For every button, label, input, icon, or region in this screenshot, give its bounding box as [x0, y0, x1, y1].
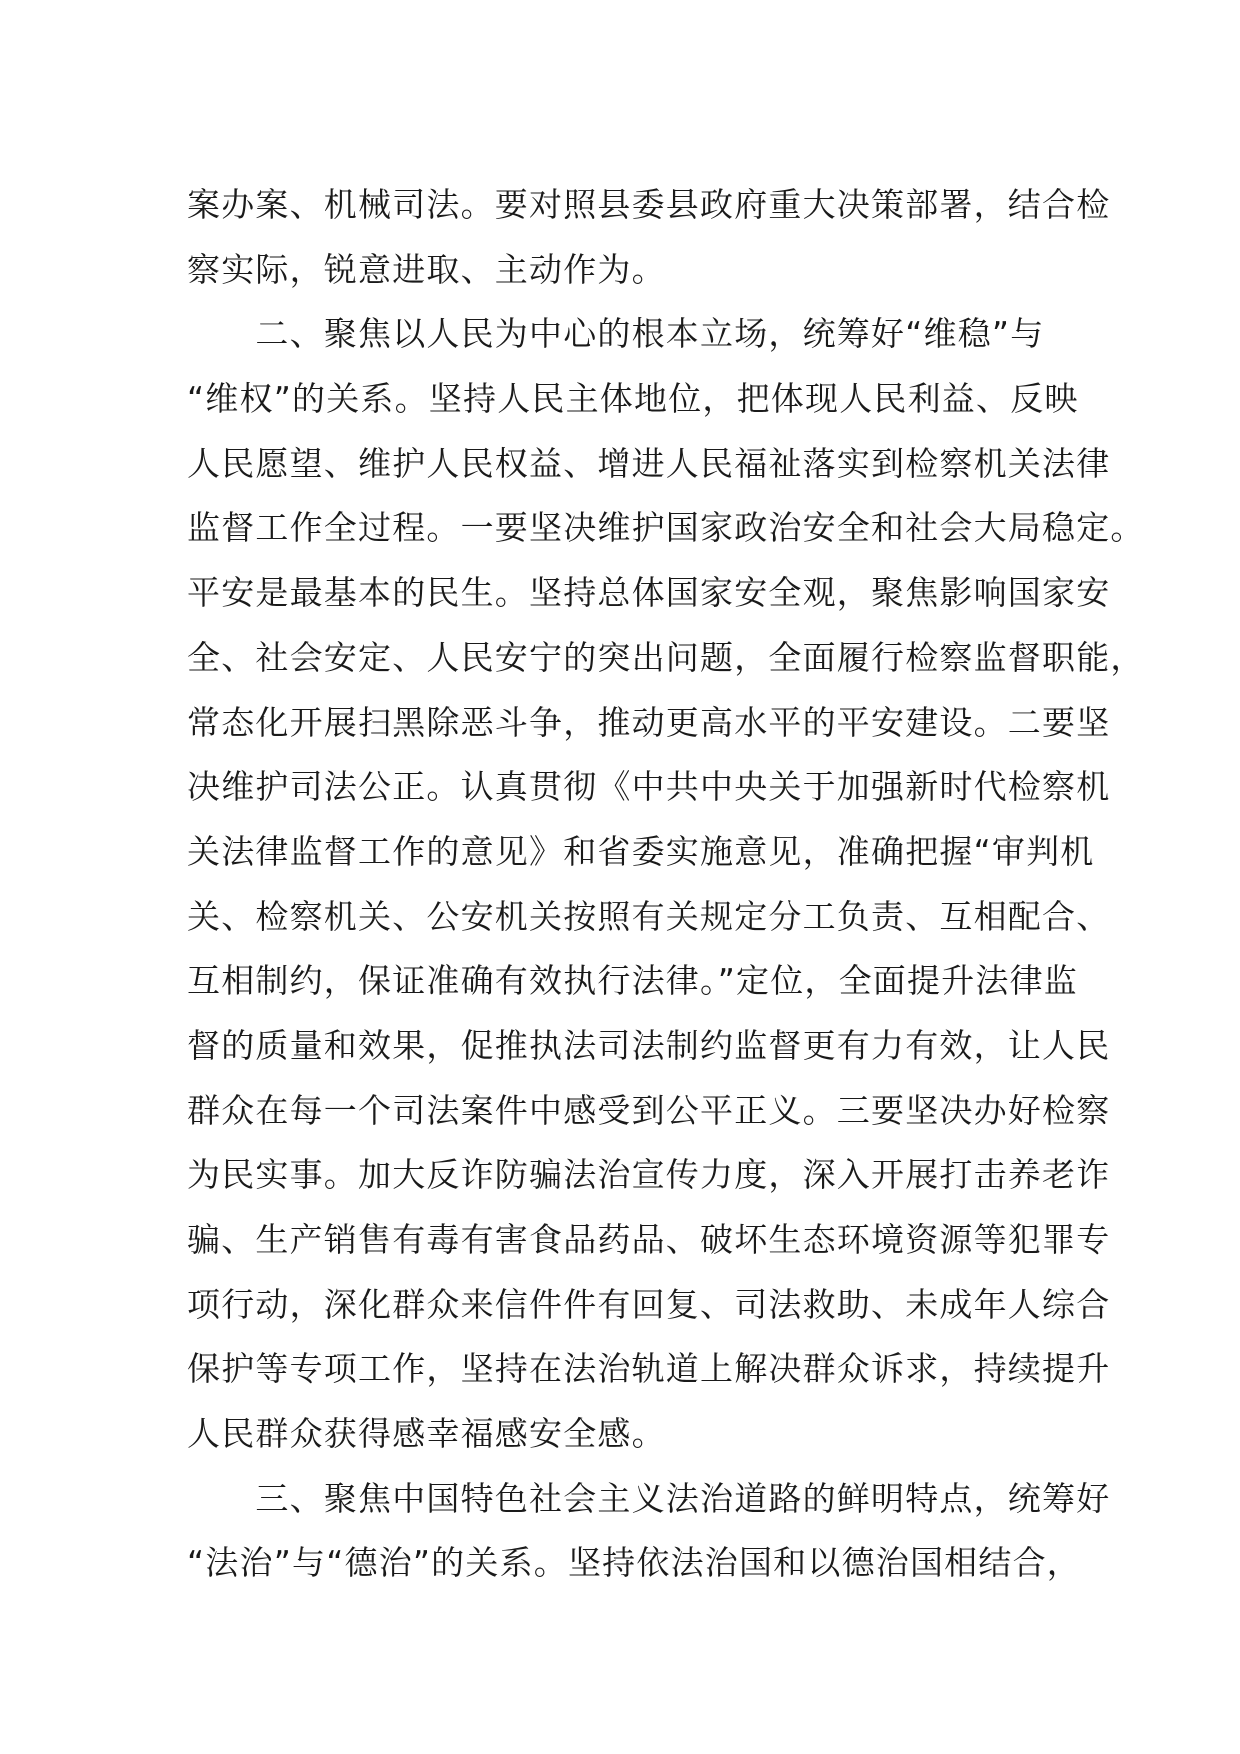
- text-line: 二、聚焦以人民为中心的根本立场，统筹好“维稳”与: [187, 314, 1045, 354]
- text-line: 关、检察机关、公安机关按照有关规定分工负责、互相配合、: [187, 896, 1111, 936]
- text-line: 关法律监督工作的意见》和省委实施意见，准确把握“审判机: [187, 831, 1095, 871]
- text-line: 平安是最基本的民生。坚持总体国家安全观，聚焦影响国家安: [187, 573, 1111, 613]
- text-line: 决维护司法公正。认真贯彻《中共中央关于加强新时代检察机: [187, 767, 1111, 807]
- text-line: 三、聚焦中国特色社会主义法治道路的鲜明特点，统筹好: [187, 1478, 1111, 1518]
- text-line: 为民实事。加大反诈防骗法治宣传力度，深入开展打击养老诈: [187, 1155, 1111, 1195]
- text-line: 察实际，锐意进取、主动作为。: [187, 249, 666, 289]
- text-line: 群众在每一个司法案件中感受到公平正义。三要坚决办好检察: [187, 1090, 1111, 1130]
- text-line: 人民群众获得感幸福感安全感。: [187, 1414, 666, 1454]
- text-line: 全、社会安定、人民安宁的突出问题，全面履行检察监督职能，: [187, 637, 1145, 677]
- text-line: 人民愿望、维护人民权益、增进人民福祉落实到检察机关法律: [187, 443, 1111, 483]
- text-line: 项行动，深化群众来信件件有回复、司法救助、未成年人综合: [187, 1284, 1111, 1324]
- text-line: 监督工作全过程。一要坚决维护国家政治安全和社会大局稳定。: [187, 508, 1145, 548]
- text-line: 常态化开展扫黑除恶斗争，推动更高水平的平安建设。二要坚: [187, 702, 1111, 742]
- text-line: 互相制约，保证准确有效执行法律。”定位，全面提升法律监: [187, 961, 1078, 1001]
- text-line: “法治”与“德治”的关系。坚持依法治国和以德治国相结合，: [187, 1543, 1081, 1583]
- body-text: [187, 173, 1145, 1596]
- text-line: 保护等专项工作，坚持在法治轨道上解决群众诉求，持续提升: [187, 1349, 1111, 1389]
- text-line: 督的质量和效果，促推执法司法制约监督更有力有效，让人民: [187, 1025, 1111, 1065]
- text-line: 案办案、机械司法。要对照县委县政府重大决策部署，结合检: [187, 185, 1111, 224]
- text-line: 骗、生产销售有毒有害食品药品、破坏生态环境资源等犯罪专: [187, 1220, 1111, 1259]
- text-line: “维权”的关系。坚持人民主体地位，把体现人民利益、反映: [187, 379, 1079, 419]
